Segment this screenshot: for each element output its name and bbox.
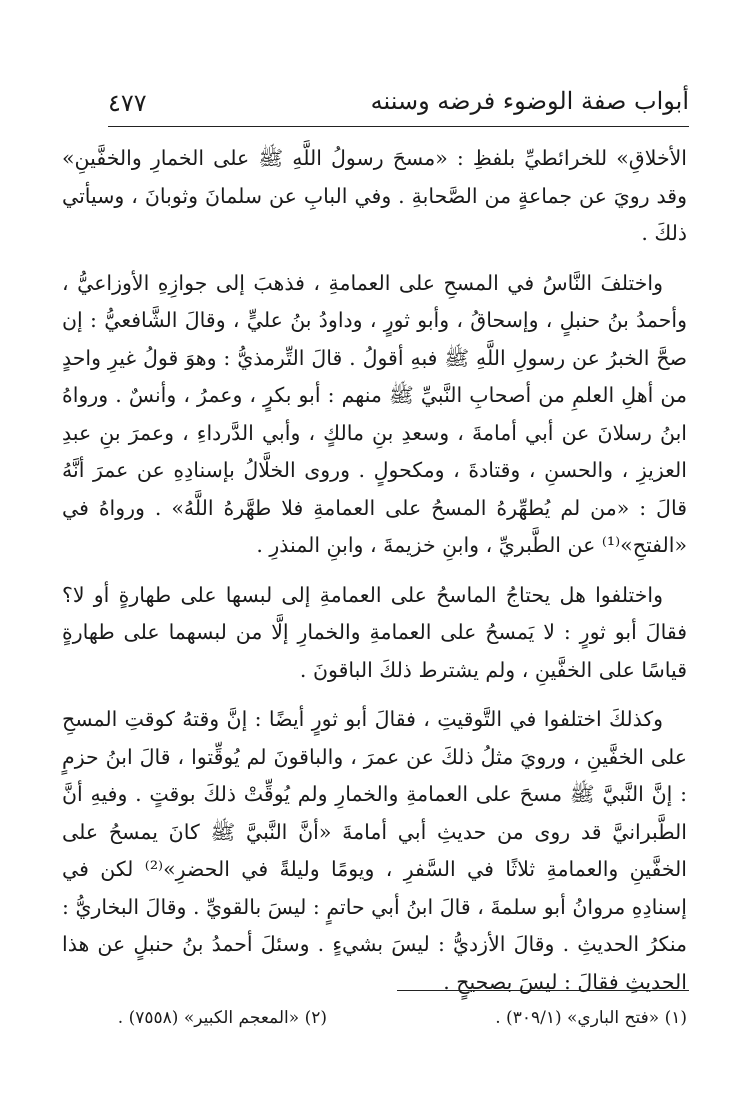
page-number: ٤٧٧ [108, 89, 147, 117]
footnote-1: (١) «فتح الباري» (٣٠٩/١) . [495, 1008, 687, 1028]
page-header [108, 84, 689, 127]
running-title: أبواب صفة الوضوء فرضه وسننه [370, 87, 689, 115]
body-text [62, 140, 687, 1013]
paragraph-1: الأخلاقِ» للخرائطيِّ بلفظِ : «مسحَ رسولُ اللَّهِ ﷺ على الخمارِ والخفَّينِ» وقد رويَ عن جماعةٍ من الصَّحابةِ . وفي البابِ عن سلمانَ وثوبانَ ، وسيأتي ذلكَ . [62, 146, 687, 245]
paragraph-4: وكذلكَ اختلفوا في التَّوقيتِ ، فقالَ أبو ثورٍ أيضًا : إنَّ وقتهُ كوقتِ المسحِ على الخفَّينِ ، ورويَ مثلُ ذلكَ عن عمرَ ، والباقونَ لم يُوقِّتوا ، قالَ ابنُ حزمٍ : إنَّ النَّبيَّ ﷺ مسحَ على العمامةِ والخمارِ ولم يُوقِّتْ ذلكَ بوقتٍ . وفيهِ أنَّ الطَّبرانيَّ قد روى من حديثِ أبي أمامةَ «أنَّ النَّبيَّ ﷺ كانَ يمسحُ على الخفَّينِ والعمامةِ ثلاثًا في السَّفرِ ، ويومًا وليلةً في الحضرِ»⁽²⁾ لكن في إسنادِهِ مروانُ أبو سلمةَ ، قالَ ابنُ أبي حاتمٍ : ليسَ بالقويِّ . وقالَ البخاريُّ : منكرُ الحديثِ . وقالَ الأزديُّ : ليسَ بشيءٍ . وسئلَ أحمدُ بنُ حنبلٍ عن هذا الحديثِ فقالَ : ليسَ بصحيحٍ . [62, 707, 687, 994]
footnotes [62, 1004, 687, 1034]
paragraph-2: واختلفَ النَّاسُ في المسحِ على العمامةِ ، فذهبَ إلى جوازِهِ الأوزاعيُّ ، وأحمدُ بنُ حنبلٍ ، وإسحاقُ ، وأبو ثورٍ ، وداودُ بنُ عليٍّ ، وقالَ الشَّافعيُّ : إن صحَّ الخبرُ عن رسولِ اللَّهِ ﷺ فبهِ أقولُ . قالَ التِّرمذيُّ : وهوَ قولُ غيرِ واحدٍ من أهلِ العلمِ من أصحابِ النَّبيِّ ﷺ منهم : أبو بكرٍ ، وعمرُ ، وأنسٌ . ورواهُ ابنُ رسلانَ عن أبي أمامةَ ، وسعدِ بنِ مالكٍ ، وأبي الدَّرداءِ ، وعمرَ بنِ عبدِ العزيزِ ، والحسنِ ، وقتادةَ ، ومكحولٍ . وروى الخلَّالُ بإسنادِهِ عن عمرَ أنَّهُ قالَ : «من لم يُطهِّرهُ المسحُ على العمامةِ فلا طهَّرهُ اللَّهُ» . ورواهُ في «الفتحِ»⁽¹⁾ عن الطَّبريِّ ، وابنِ خزيمةَ ، وابنِ المنذرِ . [62, 270, 687, 557]
paragraph-3: واختلفوا هل يحتاجُ الماسحُ على العمامةِ إلى لبسها على طهارةٍ أو لا؟ فقالَ أبو ثورٍ : لا يَمسحُ على العمامةِ والخمارِ إلَّا من لبسهما على طهارةٍ قياسًا على الخفَّينِ ، ولم يشترط ذلكَ الباقونَ . [62, 582, 687, 682]
footnote-separator [397, 990, 689, 991]
footnote-2: (٢) «المعجم الكبير» (٧٥٥٨) . [117, 1008, 327, 1028]
